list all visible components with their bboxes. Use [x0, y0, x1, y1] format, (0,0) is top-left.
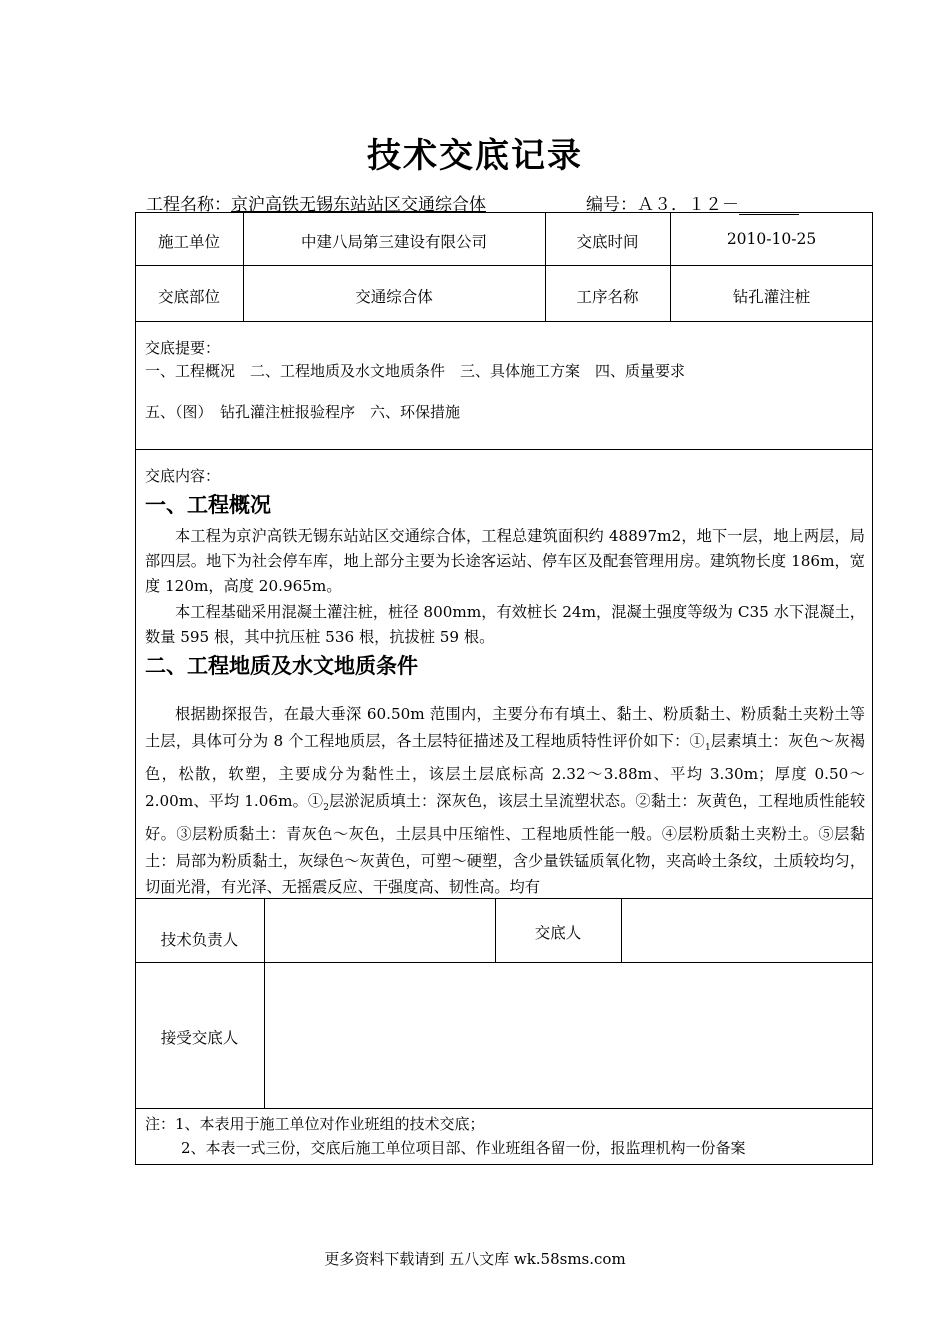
process-name-label: 工序名称	[576, 288, 639, 306]
geology-text-c: 层淤泥质填土：深灰色，该层土呈流塑状态。②黏土：灰黄色，工程地质性能较好。③层粉质黏土：青灰色～灰色，土层具中压缩性、工程地质性能一般。④层粉质黏土夹粉土。⑤层黏土：局部为粉质黏土，灰绿色～灰黄色，可塑～硬塑，含少量铁锰质氧化物，夹高岭土条纹，土质较均匀，切面光滑，有光泽、无摇震反应、干强度高、韧性高。均有	[145, 791, 866, 897]
record-number-label: 编号：	[586, 195, 637, 215]
table-divider	[135, 1108, 873, 1109]
summary-label: 交底提要：	[145, 339, 221, 357]
geology-paragraph	[145, 701, 865, 901]
process-name-value: 钻孔灌注桩	[732, 288, 811, 306]
summary-line-2: 五、（图） 钻孔灌注桩报验程序 六、环保措施	[145, 403, 461, 421]
table-divider	[135, 321, 873, 322]
handover-part-value: 交通综合体	[355, 288, 433, 306]
tech-lead-signature-field[interactable]	[265, 899, 495, 961]
overview-paragraph-2: 本工程基础采用混凝土灌注桩，桩径 800mm，有效桩长 24m，混凝土强度等级为 C35 水下混凝土，数量 595 根，其中抗压桩 536 根，抗拔桩 59 根。	[145, 603, 865, 646]
record-number-value: Ａ３．１２－	[637, 195, 739, 215]
geology-text-b: 层素填土：灰色～灰褐色，松散，软塑，主要成分为黏性土，该层土层底标高 2.32～3.88m、平均 3.30m；厚度 0.50～2.00m、平均 1.06m。①	[145, 731, 865, 810]
geology-subscript-1: 1	[704, 742, 711, 753]
section-heading-geology: 二、工程地质及水文地质条件	[145, 654, 418, 678]
construction-unit-label: 施工单位	[157, 233, 220, 251]
summary-line-1: 一、工程概况 二、工程地质及水文地质条件 三、具体施工方案 四、质量要求	[145, 362, 686, 380]
project-name-label: 工程名称：	[146, 195, 231, 215]
note-1: 注：1、本表用于施工单位对作业班组的技术交底；	[145, 1115, 485, 1133]
handover-time-value: 2010-10-25	[726, 230, 817, 248]
footer-text: 更多资料下载请到 五八文库 wk.58sms.com	[324, 1250, 626, 1268]
receiver-label: 接受交底人	[160, 1029, 239, 1047]
note-2: 2、本表一式三份，交底后施工单位项目部、作业班组各留一份，报监理机构一份备案	[181, 1139, 746, 1157]
section-heading-overview: 一、工程概况	[145, 493, 271, 517]
table-divider	[135, 449, 873, 450]
project-line	[146, 190, 846, 214]
tech-lead-label: 技术负责人	[160, 931, 239, 949]
presenter-label: 交底人	[534, 924, 582, 942]
geology-subscript-2: 2	[323, 802, 329, 813]
handover-part-label: 交底部位	[157, 288, 220, 306]
presenter-signature-field[interactable]	[622, 899, 872, 961]
project-name-value: 京沪高铁无锡东站站区交通综合体	[231, 195, 486, 215]
receiver-signature-field[interactable]	[265, 963, 872, 1107]
handover-time-label: 交底时间	[576, 233, 639, 251]
geology-text-a: 根据勘探报告，在最大垂深 60.50m 范围内，主要分布有填土、黏土、粉质黏土、粉质黏土夹粉土等土层，具体可分为 8 个工程地质层，各土层特征描述及工程地质特性评价如下：①	[145, 705, 865, 750]
page-title: 技术交底记录	[367, 136, 583, 176]
content-label: 交底内容：	[145, 467, 221, 485]
table-divider	[135, 265, 873, 266]
overview-paragraph-1: 本工程为京沪高铁无锡东站站区交通综合体，工程总建筑面积约 48897m2，地下一层，地上两层，局部四层。地下为社会停车库，地上部分主要为长途客运站、停车区及配套管理用房。建筑物长度 186m，宽度 120m，高度 20.965m。	[145, 527, 865, 595]
construction-unit-value: 中建八局第三建设有限公司	[300, 233, 487, 251]
